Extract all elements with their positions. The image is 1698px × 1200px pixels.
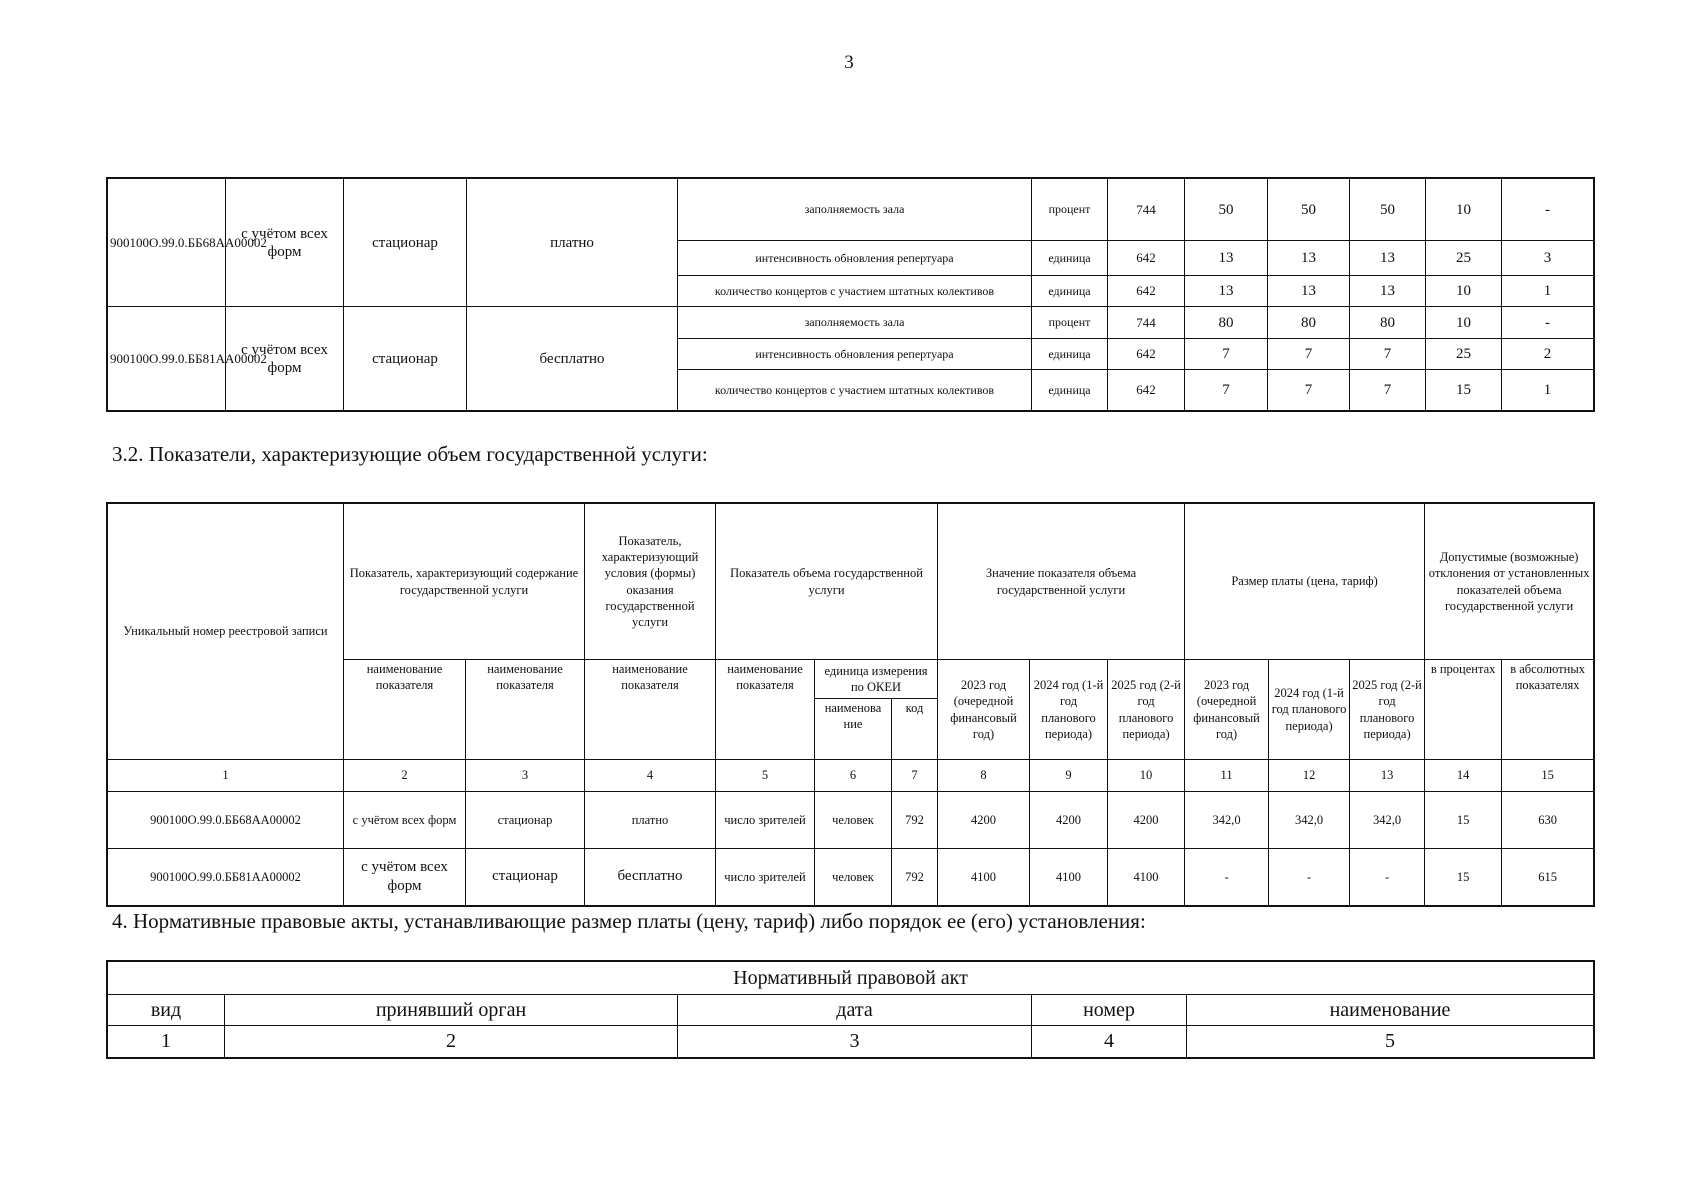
value-2025-cell: 7 [1350, 370, 1426, 411]
fee-header: Размер платы (цена, тариф) [1185, 504, 1425, 660]
conditions-cell: стационар [466, 849, 585, 906]
year-2024-header: 2024 год (1-й год планового периода) [1269, 660, 1350, 760]
deviation-absolute-cell: - [1502, 179, 1594, 241]
value-2023-cell: 7 [1185, 370, 1268, 411]
in-absolute-header: в абсолютных показателях [1502, 660, 1594, 760]
payment-cell: бесплатно [467, 307, 678, 411]
column-number: 10 [1108, 760, 1185, 792]
okei-code-cell: 744 [1108, 307, 1185, 339]
unit-name-header: наименова ние [815, 699, 892, 760]
table-header-row [108, 962, 1594, 995]
indicator-name-cell: количество концертов с участием штатных колективов [678, 370, 1032, 411]
conditions-cell: стационар [344, 307, 467, 411]
value-2025-cell: 13 [1350, 276, 1426, 307]
indicator-name-header: наименование показателя [466, 660, 585, 760]
column-number: 3 [678, 1026, 1032, 1058]
column-number: 9 [1030, 760, 1108, 792]
column-number: 11 [1185, 760, 1269, 792]
column-numbers-row [108, 760, 1594, 792]
okei-code-cell: 642 [1108, 339, 1185, 370]
year-2023-header: 2023 год (очередной финансовый год) [938, 660, 1030, 760]
column-number: 5 [716, 760, 815, 792]
table-header-row [108, 504, 1594, 660]
column-number: 3 [466, 760, 585, 792]
column-number: 13 [1350, 760, 1425, 792]
deviation-absolute-cell: 1 [1502, 276, 1594, 307]
indicator-name-cell: интенсивность обновления репертуара [678, 241, 1032, 276]
unit-cell: человек [815, 849, 892, 906]
column-number: 4 [585, 760, 716, 792]
year-2024-header: 2024 год (1-й год планового периода) [1030, 660, 1108, 760]
quality-indicators-table [107, 178, 1594, 411]
content-cell: с учётом всех форм [344, 849, 466, 906]
type-column-header: вид [108, 995, 225, 1026]
deviation-absolute-cell: 3 [1502, 241, 1594, 276]
deviation-percent-cell: 15 [1426, 370, 1502, 411]
registry-number-cell: 900100О.99.0.ББ81АА00002 [108, 849, 344, 906]
deviation-header: Допустимые (возможные) отклонения от установленных показателей объема государственной услуги [1425, 504, 1594, 660]
column-number: 4 [1032, 1026, 1187, 1058]
okei-code-cell: 792 [892, 849, 938, 906]
deviation-absolute-cell: - [1502, 307, 1594, 339]
indicator-name-header: наименование показателя [344, 660, 466, 760]
unit-cell: единица [1032, 276, 1108, 307]
column-number: 2 [225, 1026, 678, 1058]
volume-indicators-table [107, 503, 1594, 906]
table-header-row [108, 995, 1594, 1026]
value-2023-cell: 13 [1185, 241, 1268, 276]
value-2025-cell: 80 [1350, 307, 1426, 339]
value-2023-cell: 13 [1185, 276, 1268, 307]
indicator-name-header: наименование показателя [585, 660, 716, 760]
indicator-name-cell: интенсивность обновления репертуара [678, 339, 1032, 370]
registry-number-header: Уникальный номер реестровой записи [108, 504, 344, 760]
content-cell: с учётом всех форм [344, 792, 466, 849]
value-2025-cell: 4100 [1108, 849, 1185, 906]
payment-cell: платно [467, 179, 678, 307]
registry-number-cell: 900100О.99.0.ББ81АА00002 [108, 307, 226, 411]
value-2023-cell: 7 [1185, 339, 1268, 370]
deviation-percent-cell: 10 [1426, 179, 1502, 241]
fee-2025-cell: - [1350, 849, 1425, 906]
year-2023-header: 2023 год (очередной финансовый год) [1185, 660, 1269, 760]
column-number: 2 [344, 760, 466, 792]
content-cell: с учётом всех форм [226, 179, 344, 307]
in-percent-header: в процентах [1425, 660, 1502, 760]
unit-cell: процент [1032, 307, 1108, 339]
content-cell: с учётом всех форм [226, 307, 344, 411]
value-2024-cell: 4100 [1030, 849, 1108, 906]
okei-code-cell: 642 [1108, 276, 1185, 307]
value-2024-cell: 13 [1268, 241, 1350, 276]
deviation-percent-cell: 10 [1426, 276, 1502, 307]
value-2023-cell: 50 [1185, 179, 1268, 241]
value-2025-cell: 4200 [1108, 792, 1185, 849]
fee-2024-cell: 342,0 [1269, 792, 1350, 849]
content-indicator-header: Показатель, характеризующий содержание государственной услуги [344, 504, 585, 660]
column-number: 12 [1269, 760, 1350, 792]
value-2023-cell: 4200 [938, 792, 1030, 849]
fee-2023-cell: 342,0 [1185, 792, 1269, 849]
fee-2025-cell: 342,0 [1350, 792, 1425, 849]
column-number: 15 [1502, 760, 1594, 792]
year-2025-header: 2025 год (2-й год планового периода) [1108, 660, 1185, 760]
value-2024-cell: 50 [1268, 179, 1350, 241]
unit-code-header: код [892, 699, 938, 760]
column-numbers-row [108, 1026, 1594, 1058]
column-number: 7 [892, 760, 938, 792]
value-2024-cell: 7 [1268, 339, 1350, 370]
legal-act-title: Нормативный правовой акт [108, 962, 1594, 995]
deviation-absolute-cell: 1 [1502, 370, 1594, 411]
deviation-percent-cell: 15 [1425, 792, 1502, 849]
deviation-percent-cell: 10 [1426, 307, 1502, 339]
column-number: 5 [1187, 1026, 1594, 1058]
table-row [108, 307, 1594, 339]
indicator-name-cell: заполняемость зала [678, 179, 1032, 241]
year-2025-header: 2025 год (2-й год планового периода) [1350, 660, 1425, 760]
deviation-percent-cell: 25 [1426, 339, 1502, 370]
value-2025-cell: 13 [1350, 241, 1426, 276]
conditions-cell: стационар [466, 792, 585, 849]
unit-cell: единица [1032, 339, 1108, 370]
column-number: 8 [938, 760, 1030, 792]
column-number: 1 [108, 760, 344, 792]
name-column-header: наименование [1187, 995, 1594, 1026]
table-row [108, 792, 1594, 849]
indicator-name-header: наименование показателя [716, 660, 815, 760]
indicator-name-cell: количество концертов с участием штатных колективов [678, 276, 1032, 307]
value-2024-cell: 7 [1268, 370, 1350, 411]
registry-number-cell: 900100О.99.0.ББ68АА00002 [108, 792, 344, 849]
conditions-cell: стационар [344, 179, 467, 307]
column-number: 1 [108, 1026, 225, 1058]
conditions-indicator-header: Показатель, характеризующий условия (формы) оказания государственной услуги [585, 504, 716, 660]
okei-code-cell: 792 [892, 792, 938, 849]
unit-cell: единица [1032, 241, 1108, 276]
date-column-header: дата [678, 995, 1032, 1026]
value-2024-cell: 80 [1268, 307, 1350, 339]
table-row [108, 179, 1594, 241]
payment-cell: бесплатно [585, 849, 716, 906]
value-2024-cell: 13 [1268, 276, 1350, 307]
value-2025-cell: 50 [1350, 179, 1426, 241]
fee-2024-cell: - [1269, 849, 1350, 906]
deviation-absolute-cell: 630 [1502, 792, 1594, 849]
deviation-absolute-cell: 615 [1502, 849, 1594, 906]
page-number: 3 [844, 52, 854, 73]
volume-indicator-header: Показатель объема государственной услуги [716, 504, 938, 660]
value-2024-cell: 4200 [1030, 792, 1108, 849]
fee-2023-cell: - [1185, 849, 1269, 906]
indicator-name-cell: число зрителей [716, 849, 815, 906]
authority-column-header: принявший орган [225, 995, 678, 1026]
column-number: 14 [1425, 760, 1502, 792]
indicator-name-cell: число зрителей [716, 792, 815, 849]
deviation-percent-cell: 15 [1425, 849, 1502, 906]
table-row [108, 849, 1594, 906]
unit-cell: человек [815, 792, 892, 849]
value-2023-cell: 80 [1185, 307, 1268, 339]
number-column-header: номер [1032, 995, 1187, 1026]
section-heading: 3.2. Показатели, характеризующие объем государственной услуги: [112, 442, 708, 466]
section-heading: 4. Нормативные правовые акты, устанавливающие размер платы (цену, тариф) либо порядок ее (его) установления: [112, 909, 1146, 933]
unit-cell: единица [1032, 370, 1108, 411]
unit-cell: процент [1032, 179, 1108, 241]
value-2025-cell: 7 [1350, 339, 1426, 370]
value-2023-cell: 4100 [938, 849, 1030, 906]
deviation-absolute-cell: 2 [1502, 339, 1594, 370]
volume-value-header: Значение показателя объема государственной услуги [938, 504, 1185, 660]
deviation-percent-cell: 25 [1426, 241, 1502, 276]
column-number: 6 [815, 760, 892, 792]
indicator-name-cell: заполняемость зала [678, 307, 1032, 339]
payment-cell: платно [585, 792, 716, 849]
okei-code-cell: 642 [1108, 241, 1185, 276]
unit-okei-header: единица измерения по ОКЕИ [815, 660, 938, 699]
legal-acts-table [107, 961, 1594, 1058]
okei-code-cell: 642 [1108, 370, 1185, 411]
okei-code-cell: 744 [1108, 179, 1185, 241]
registry-number-cell: 900100О.99.0.ББ68АА00002 [108, 179, 226, 307]
